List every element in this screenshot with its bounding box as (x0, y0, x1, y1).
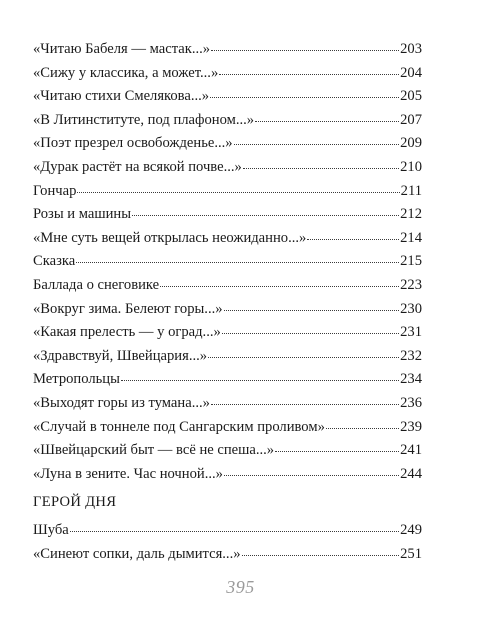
toc-entry-page: 231 (400, 324, 422, 341)
toc-entry (33, 416, 422, 440)
toc-entry-title: «Мне суть вещей открылась неожиданно...» (33, 229, 307, 246)
toc-entry-title: «Здравствуй, Швейцария...» (33, 347, 208, 364)
toc-entry-title: Метропольцы (33, 371, 120, 388)
toc-entry-page: 249 (400, 522, 422, 538)
toc-entry (33, 203, 422, 227)
dot-leader (160, 285, 399, 287)
toc-entry-page: 214 (400, 229, 422, 246)
dot-leader (255, 120, 399, 122)
toc-entry-page: 251 (400, 545, 422, 562)
toc-entry (33, 543, 422, 567)
toc-entry-title: «Швейцарский быт — всё не спеша...» (33, 442, 275, 459)
toc-entry (33, 298, 422, 322)
toc-entry (33, 463, 422, 487)
dot-leader (242, 554, 400, 556)
toc-entry-title: Сказка (33, 253, 76, 270)
toc-entry-title: «Выходят горы из тумана...» (33, 394, 210, 411)
table-of-contents (33, 38, 422, 486)
dot-leader (275, 450, 399, 452)
toc-entry-title: «Поэт презрел освобожденье...» (33, 135, 233, 152)
toc-entry-title: Баллада о снеговике (33, 276, 160, 293)
dot-leader (326, 427, 399, 429)
toc-entry-page: 232 (400, 347, 422, 364)
dot-leader (222, 332, 399, 334)
toc-entry-title: «В Литинституте, под плафоном...» (33, 111, 255, 128)
toc-entry-page: 236 (400, 394, 422, 411)
toc-entry (33, 156, 422, 180)
toc-entry (33, 519, 422, 543)
toc-entry-page: 209 (400, 135, 422, 152)
toc-entry-title: Гончар (33, 182, 77, 199)
toc-entry (33, 109, 422, 133)
toc-entry-page: 210 (400, 158, 422, 175)
dot-leader (234, 143, 400, 145)
dot-leader (219, 73, 399, 75)
toc-entry-title: «Луна в зените. Час ночной...» (33, 465, 223, 482)
toc-entry-title: «Читаю стихи Смелякова...» (33, 88, 210, 105)
dot-leader (224, 309, 400, 311)
dot-leader (132, 214, 399, 216)
toc-entry-page: 211 (400, 182, 422, 199)
dot-leader (70, 530, 399, 532)
toc-entry (33, 321, 422, 345)
toc-entry-page: 207 (400, 111, 422, 128)
toc-entry-title: «Читаю Бабеля — мастак...» (33, 41, 211, 57)
dot-leader (121, 379, 399, 381)
dot-leader (77, 191, 399, 193)
toc-entry (33, 180, 422, 204)
toc-entry (33, 227, 422, 251)
toc-entry (33, 250, 422, 274)
toc-entry-page: 244 (400, 465, 422, 482)
toc-entry-title: Розы и машины (33, 206, 132, 223)
toc-entry (33, 132, 422, 156)
toc-entry (33, 392, 422, 416)
dot-leader (307, 238, 399, 240)
toc-entry (33, 38, 422, 62)
toc-entry-title: Шуба (33, 522, 69, 538)
toc-entry (33, 62, 422, 86)
toc-entry-page: 205 (400, 88, 422, 105)
toc-entry-page: 241 (400, 442, 422, 459)
toc-entry (33, 345, 422, 369)
toc-entry (33, 274, 422, 298)
toc-entry-title: «Случай в тоннеле под Сангарским проливом» (33, 418, 325, 435)
section-table-of-contents (33, 519, 422, 566)
toc-entry-title: «Сижу у классика, а может...» (33, 64, 219, 81)
toc-entry (33, 439, 422, 463)
toc-entry-page: 203 (400, 41, 422, 57)
page-number: 395 (226, 577, 255, 597)
toc-entry-page: 234 (400, 371, 422, 388)
toc-entry-title: «Синеют сопки, даль дымится...» (33, 545, 241, 562)
toc-entry (33, 368, 422, 392)
toc-entry (33, 85, 422, 109)
toc-entry-page: 212 (400, 206, 422, 223)
dot-leader (211, 403, 399, 405)
dot-leader (243, 167, 399, 169)
toc-entry-title: «Дурак растёт на всякой почве...» (33, 158, 242, 175)
dot-leader (76, 261, 399, 263)
dot-leader (210, 96, 399, 98)
toc-entry-page: 204 (400, 64, 422, 81)
dot-leader (208, 356, 399, 358)
dot-leader (211, 49, 399, 51)
toc-entry-title: «Вокруг зима. Белеют горы...» (33, 300, 223, 317)
toc-entry-page: 230 (400, 300, 422, 317)
toc-entry-page: 215 (400, 253, 422, 270)
toc-entry-page: 239 (400, 418, 422, 435)
toc-entry-title: «Какая прелесть — у оград...» (33, 324, 221, 341)
section-heading: ГЕРОЙ ДНЯ (33, 494, 117, 510)
dot-leader (224, 474, 399, 476)
toc-entry-page: 223 (400, 276, 422, 293)
